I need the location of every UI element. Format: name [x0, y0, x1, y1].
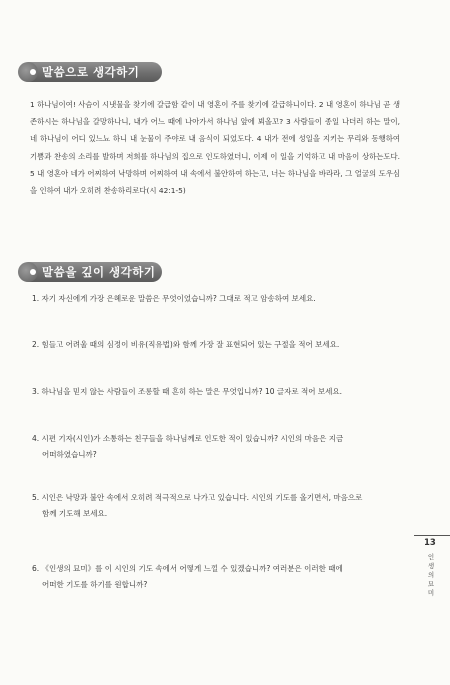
question-text: 4. 시편 기자(시인)가 소통하는 친구들을 하나님께로 인도한 적이 있습니까? 시인의 마음은 지금	[32, 434, 344, 443]
question-item	[32, 384, 402, 400]
question-text: 3. 하나님을 믿지 않는 사람들이 조롱할 때 흔히 하는 말은 무엇입니까? 10 글자로 적어 보세요.	[32, 387, 343, 396]
bullet-icon	[30, 69, 36, 75]
question-text: 1. 자기 자신에게 가장 은혜로운 말씀은 무엇이었습니까? 그대로 적고 암송하여 보세요.	[32, 294, 316, 303]
question-text: 6. 《인생의 묘미》를 이 시인의 기도 속에서 어떻게 느낄 수 있겠습니까? 여러분은 이러한 때에	[32, 564, 343, 573]
question-text-continued: 어떠하였습니까?	[42, 450, 97, 459]
section-title: 말씀으로 생각하기	[42, 65, 140, 79]
running-title-char: 묘	[427, 580, 435, 588]
question-item	[32, 337, 402, 353]
page-number: 13	[424, 538, 436, 548]
section-title: 말씀을 깊이 생각하기	[42, 265, 156, 279]
question-text-continued: 어떠한 기도를 하기를 원합니까?	[42, 580, 148, 589]
question-item	[32, 490, 402, 522]
running-title-char: 생	[427, 562, 435, 570]
running-title-vertical	[426, 553, 436, 598]
section-header-meditate-on-word	[28, 62, 162, 82]
question-text-continued: 함께 기도해 보세요.	[42, 509, 108, 518]
question-item	[32, 561, 402, 593]
running-title-char: 의	[427, 571, 435, 579]
running-title-char: 인	[427, 553, 435, 561]
question-text: 2. 힘들고 어려울 때의 심정이 비유(직유법)와 함께 가장 잘 표현되어 있는 구절을 적어 보세요.	[32, 340, 340, 349]
bullet-icon	[30, 269, 36, 275]
question-item	[32, 291, 402, 307]
scripture-passage: 1 하나님이여! 사슴이 시냇물을 찾기에 갈급함 같이 내 영혼이 주를 찾기에 갈급하니이다. 2 내 영혼이 하나님 곧 생존하시는 하나님을 갈망하나니, 내가 어느 때에 나아가서 하나님 앞에 뵈올꼬? 3 사람들이 종일 나더러 하는 말이, 네 하나님이 어디 있느뇨 하니 내 눈물이 주야로 내 음식이 되었도다. 4 내가 전에 성일을 지키는 무리와 동행하여 기쁨과 찬송의 소리를 발하며 저희를 하나님의 집으로 인도하였더니, 이제 이 일을 기억하고 내 마음이 상하는도다. 5 내 영혼아 네가 어찌하여 낙망하며 어찌하여 내 속에서 불안하여 하는고, 너는 하나님을 바라라, 그 얼굴의 도우심을 인하여 내가 오히려 찬송하리로다(시 42:1-5)	[30, 100, 400, 196]
running-title-char: 미	[427, 589, 435, 597]
page-number-rule	[414, 535, 450, 536]
question-text: 5. 시인은 낙망과 불안 속에서 오히려 적극적으로 나가고 있습니다. 시인의 기도를 올기면서, 마음으로	[32, 493, 363, 502]
question-item	[32, 431, 402, 463]
section-header-deep-reflection	[28, 262, 162, 282]
